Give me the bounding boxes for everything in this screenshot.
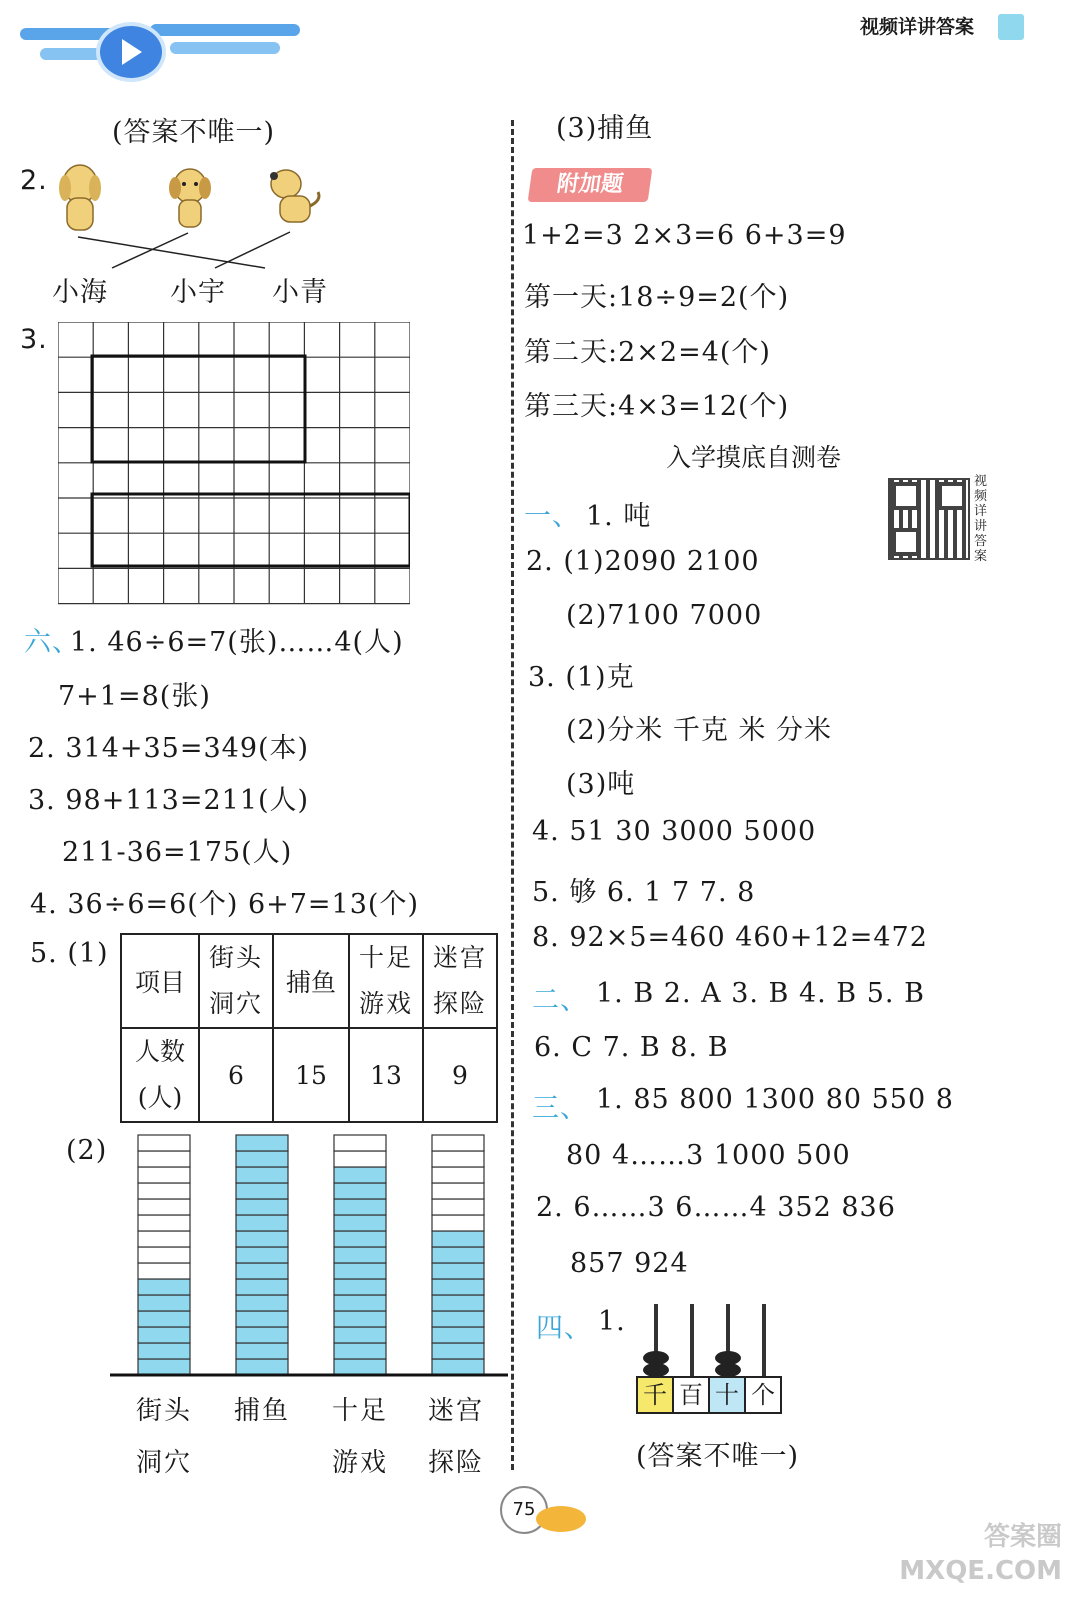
bar-label: 洞穴 bbox=[136, 1448, 193, 1478]
q5-label: 5. (1) bbox=[30, 938, 109, 969]
table-cell: 项目 bbox=[121, 934, 199, 1028]
bar-cell-filled bbox=[432, 1327, 484, 1343]
bar-cell-empty bbox=[334, 1135, 386, 1151]
bar-cell-filled bbox=[334, 1311, 386, 1327]
s3-line-3: 2. 6……3 6……4 352 836 bbox=[536, 1192, 896, 1223]
bar-cell-filled bbox=[236, 1183, 288, 1199]
bar-cell-empty bbox=[432, 1167, 484, 1183]
table-cell: 6 bbox=[199, 1028, 273, 1122]
bar-label: 游戏 bbox=[332, 1448, 389, 1478]
bar-cell-empty bbox=[138, 1263, 190, 1279]
bar-cell-filled bbox=[236, 1247, 288, 1263]
bar-cell-empty bbox=[138, 1199, 190, 1215]
bar-cell-filled bbox=[236, 1199, 288, 1215]
six-line-3: 2. 314+35=349(本) bbox=[28, 733, 310, 764]
bar-cell-empty bbox=[138, 1151, 190, 1167]
note-top: (答案不唯一) bbox=[112, 117, 276, 148]
bar-cell-filled bbox=[334, 1215, 386, 1231]
bar-cell-empty bbox=[138, 1135, 190, 1151]
note-bottom: (答案不唯一) bbox=[636, 1441, 800, 1472]
abacus-label-ones: 个 bbox=[744, 1376, 782, 1414]
square-grid bbox=[58, 322, 410, 606]
s1-line-6: (3)吨 bbox=[566, 769, 636, 800]
bar-cell-filled bbox=[138, 1327, 190, 1343]
s1-line-8: 5. 够 6. 1 7 7. 8 bbox=[532, 877, 756, 908]
s3-line-4: 857 924 bbox=[570, 1248, 689, 1279]
column-divider bbox=[511, 120, 514, 1470]
bar-chart bbox=[110, 1125, 510, 1383]
six-line-1: 1. 46÷6=7(张)……4(人) bbox=[70, 627, 404, 658]
table-cell: 15 bbox=[273, 1028, 349, 1122]
bar-cell-empty bbox=[138, 1215, 190, 1231]
s4-label: 1. bbox=[598, 1306, 626, 1337]
header-icon bbox=[998, 14, 1024, 40]
page-number: 75 bbox=[512, 1499, 536, 1520]
section-two-prefix: 二、 bbox=[532, 985, 588, 1016]
bar-cell-filled bbox=[432, 1231, 484, 1247]
s3-line-1: 1. 85 800 1300 80 550 8 bbox=[596, 1084, 954, 1115]
s1-line-9: 8. 92×5=460 460+12=472 bbox=[532, 922, 928, 953]
s1-line-2: 2. (1)2090 2100 bbox=[526, 546, 760, 577]
bar-cell-empty bbox=[138, 1231, 190, 1247]
bar-cell-filled bbox=[334, 1295, 386, 1311]
right-top-line: (3)捕鱼 bbox=[556, 113, 654, 144]
bar-cell-filled bbox=[138, 1279, 190, 1295]
bar-cell-empty bbox=[138, 1167, 190, 1183]
six-line-6: 4. 36÷6=6(个) 6+7=13(个) bbox=[30, 889, 419, 920]
section-title: 入学摸底自测卷 bbox=[666, 443, 842, 472]
s1-line-5: (2)分米 千克 米 分米 bbox=[566, 715, 832, 746]
bar-cell-filled bbox=[432, 1295, 484, 1311]
bar-label: 迷宫 bbox=[428, 1396, 485, 1426]
bar-label: 探险 bbox=[428, 1448, 485, 1478]
bar-label: 街头 bbox=[136, 1396, 193, 1426]
abacus-label-thousands: 千 bbox=[636, 1376, 674, 1414]
bar-cell-filled bbox=[432, 1343, 484, 1359]
bar-cell-filled bbox=[236, 1263, 288, 1279]
abacus-label-tens: 十 bbox=[708, 1376, 746, 1414]
watermark: 答案圈 MXQE.COM bbox=[899, 1522, 1062, 1586]
bar-cell-empty bbox=[432, 1215, 484, 1231]
section-one-prefix: 一、 bbox=[524, 501, 580, 532]
bar-cell-filled bbox=[236, 1231, 288, 1247]
bar-label: 捕鱼 bbox=[234, 1396, 291, 1426]
qr-code-icon[interactable] bbox=[888, 478, 970, 560]
qr-caption: 视频详讲答案 bbox=[974, 474, 988, 564]
survey-table bbox=[120, 933, 498, 1123]
bar-cell-empty bbox=[432, 1151, 484, 1167]
six-line-4: 3. 98+113=211(人) bbox=[28, 785, 310, 816]
bar-cell-filled bbox=[334, 1247, 386, 1263]
bar-cell-filled bbox=[236, 1295, 288, 1311]
bar-cell-filled bbox=[432, 1311, 484, 1327]
bar-cell-filled bbox=[334, 1263, 386, 1279]
bar-cell-filled bbox=[236, 1327, 288, 1343]
bar-label: 十足 bbox=[332, 1396, 389, 1426]
bar-cell-filled bbox=[432, 1279, 484, 1295]
s1-line-4: 3. (1)克 bbox=[528, 662, 635, 693]
bar-cell-filled bbox=[138, 1343, 190, 1359]
matching-lines bbox=[0, 0, 520, 300]
extra-badge: 附加题 bbox=[528, 168, 653, 202]
abacus-label-hundreds: 百 bbox=[672, 1376, 710, 1414]
six-line-5: 211-36=175(人) bbox=[62, 837, 293, 868]
bar-cell-empty bbox=[432, 1183, 484, 1199]
bar-cell-filled bbox=[334, 1231, 386, 1247]
bar-cell-filled bbox=[138, 1311, 190, 1327]
header-title: 视频详讲答案 bbox=[860, 16, 975, 38]
bar-cell-empty bbox=[432, 1135, 484, 1151]
bar-cell-filled bbox=[236, 1215, 288, 1231]
bar-cell-filled bbox=[432, 1263, 484, 1279]
table-cell: 捕鱼 bbox=[273, 934, 349, 1028]
bar-cell-filled bbox=[432, 1247, 484, 1263]
s2-line-2: 6. C 7. B 8. B bbox=[534, 1032, 729, 1063]
bar-cell-filled bbox=[236, 1359, 288, 1375]
q5-2-label: (2) bbox=[66, 1135, 108, 1166]
bar-cell-filled bbox=[236, 1167, 288, 1183]
bar-cell-filled bbox=[334, 1199, 386, 1215]
bar-cell-filled bbox=[138, 1359, 190, 1375]
name-xiaoyu: 小宇 bbox=[170, 277, 226, 308]
name-xiaohai: 小海 bbox=[52, 277, 108, 308]
table-cell: 9 bbox=[423, 1028, 497, 1122]
fish-icon bbox=[536, 1506, 586, 1532]
section-three-prefix: 三、 bbox=[532, 1093, 588, 1124]
bar-cell-filled bbox=[334, 1167, 386, 1183]
bar-cell-filled bbox=[236, 1343, 288, 1359]
bar-cell-empty bbox=[334, 1151, 386, 1167]
bar-cell-empty bbox=[432, 1199, 484, 1215]
bar-cell-filled bbox=[236, 1279, 288, 1295]
extra-line-4: 第三天:4×3=12(个) bbox=[524, 391, 790, 422]
extra-line-3: 第二天:2×2=4(个) bbox=[524, 337, 771, 368]
bar-cell-filled bbox=[334, 1279, 386, 1295]
bar-cell-filled bbox=[236, 1135, 288, 1151]
s1-line-7: 4. 51 30 3000 5000 bbox=[532, 816, 817, 847]
bar-cell-filled bbox=[334, 1327, 386, 1343]
section-six-prefix: 六、 bbox=[24, 627, 80, 658]
q3-label: 3. bbox=[20, 324, 48, 355]
bar-cell-filled bbox=[236, 1311, 288, 1327]
bar-cell-empty bbox=[138, 1247, 190, 1263]
table-cell: 人数(人) bbox=[121, 1028, 199, 1122]
extra-line-2: 第一天:18÷9=2(个) bbox=[524, 282, 790, 313]
extra-line-1: 1+2=3 2×3=6 6+3=9 bbox=[522, 220, 847, 251]
table-cell: 13 bbox=[349, 1028, 423, 1122]
table-cell: 街头洞穴 bbox=[199, 934, 273, 1028]
table-cell: 迷宫探险 bbox=[423, 934, 497, 1028]
s1-line-1: 1. 吨 bbox=[586, 501, 652, 532]
bar-cell-empty bbox=[138, 1183, 190, 1199]
six-line-2: 7+1=8(张) bbox=[58, 681, 211, 712]
bar-cell-filled bbox=[138, 1295, 190, 1311]
section-four-prefix: 四、 bbox=[536, 1313, 592, 1344]
bar-cell-filled bbox=[334, 1343, 386, 1359]
abacus bbox=[630, 1300, 790, 1380]
s3-line-2: 80 4……3 1000 500 bbox=[566, 1140, 851, 1171]
s1-line-3: (2)7100 7000 bbox=[566, 600, 763, 631]
name-xiaoqing: 小青 bbox=[272, 277, 328, 308]
bar-cell-filled bbox=[334, 1359, 386, 1375]
bar-cell-filled bbox=[236, 1151, 288, 1167]
bar-cell-filled bbox=[334, 1183, 386, 1199]
q2-label: 2. bbox=[20, 165, 48, 196]
bar-cell-filled bbox=[432, 1359, 484, 1375]
s2-line-1: 1. B 2. A 3. B 4. B 5. B bbox=[596, 978, 925, 1009]
table-cell: 十足游戏 bbox=[349, 934, 423, 1028]
